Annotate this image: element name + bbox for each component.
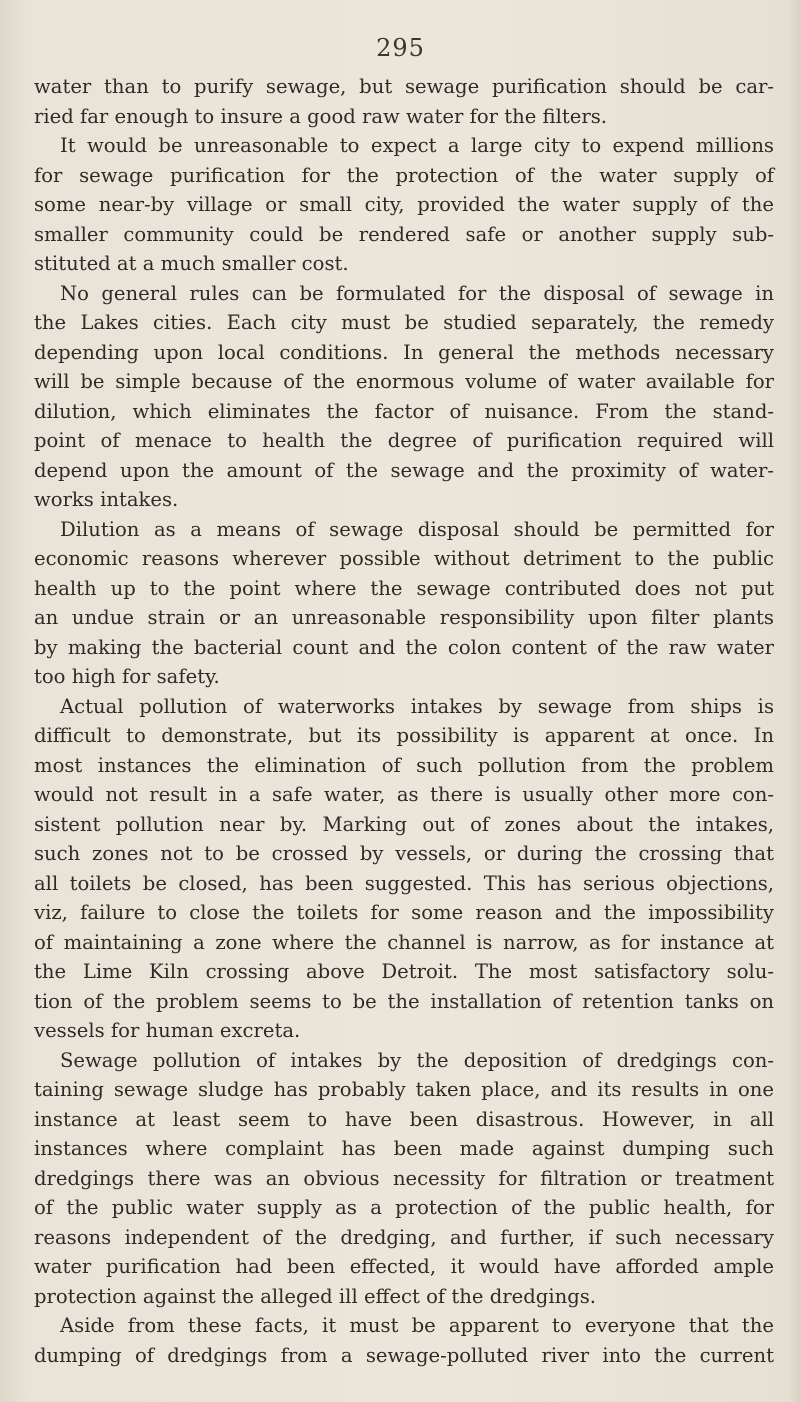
text-line: depend upon the amount of the sewage and the proximity of water- — [34, 458, 774, 482]
text-line: dilution, which eliminates the factor of nuisance. From the stand- — [34, 399, 774, 423]
text-line: for sewage purification for the protection of the water supply of — [34, 163, 774, 187]
text-line: of the public water supply as a protection of the public health, for — [34, 1196, 774, 1219]
text-line: health up to the point where the sewage contributed does not put — [34, 576, 774, 600]
text-line: vessels for human excreta. — [34, 1019, 301, 1042]
text-line: instances where complaint has been made against dumping such — [34, 1137, 774, 1160]
text-line: too high for safety. — [34, 665, 220, 688]
text-line: depending upon local conditions. In general the methods necessary — [34, 340, 774, 364]
text-line: No general rules can be formulated for the disposal of sewage in — [60, 281, 774, 305]
text-line: such zones not to be crossed by vessels, or during the crossing that — [34, 842, 774, 865]
text-line: point of menace to health the degree of purification required will — [34, 429, 774, 452]
text-line: difficult to demonstrate, but its possibility is apparent at once. In — [34, 724, 774, 747]
text-line: dumping of dredgings from a sewage-polluted river into the current — [34, 1343, 774, 1367]
text-line: of maintaining a zone where the channel is narrow, as for instance at — [34, 930, 774, 954]
text-line: viz, failure to close the toilets for some reason and the impossibility — [34, 901, 774, 924]
text-line: most instances the elimination of such pollution from the problem — [34, 753, 774, 777]
text-line: reasons independent of the dredging, and further, if such necessary — [34, 1225, 774, 1249]
text-line: water than to purify sewage, but sewage purification should be car- — [34, 75, 774, 98]
text-line: some near-by village or small city, provided the water supply of the — [34, 193, 774, 216]
body-text — [34, 72, 774, 1370]
page-number: 295 — [376, 34, 425, 62]
text-line: the Lime Kiln crossing above Detroit. The most satisfactory solu- — [34, 960, 774, 983]
text-line: the Lakes cities. Each city must be studied separately, the remedy — [34, 311, 774, 334]
text-line: will be simple because of the enormous volume of water available for — [34, 370, 774, 393]
text-line: Aside from these facts, it must be apparent to everyone that the — [60, 1314, 774, 1337]
text-line: all toilets be closed, has been suggested. This has serious objections, — [34, 871, 774, 895]
text-line: economic reasons wherever possible without detriment to the public — [34, 547, 774, 570]
text-line: by making the bacterial count and the colon content of the raw water — [34, 635, 774, 659]
text-line: works intakes. — [34, 488, 179, 511]
text-line: Actual pollution of waterworks intakes by sewage from ships is — [60, 694, 774, 718]
text-line: It would be unreasonable to expect a large city to expend millions — [60, 134, 774, 157]
text-line: instance at least seem to have been disastrous. However, in all — [34, 1107, 774, 1131]
text-line: stituted at a much smaller cost. — [34, 252, 349, 275]
text-line: taining sewage sludge has probably taken place, and its results in one — [34, 1078, 774, 1101]
text-line: sistent pollution near by. Marking out of zones about the intakes, — [34, 812, 774, 836]
text-line: smaller community could be rendered safe or another supply sub- — [34, 222, 774, 246]
text-line: an undue strain or an unreasonable responsibility upon filter plants — [34, 606, 774, 629]
text-line: dredgings there was an obvious necessity for filtration or treatment — [34, 1166, 774, 1190]
text-line: Sewage pollution of intakes by the deposition of dredgings con- — [60, 1048, 774, 1072]
text-line: ried far enough to insure a good raw water for the filters. — [34, 104, 607, 128]
text-line: would not result in a safe water, as there is usually other more con- — [34, 783, 774, 806]
page-edge-shadow — [787, 0, 801, 1402]
text-line: tion of the problem seems to be the installation of retention tanks on — [34, 989, 774, 1013]
text-line: protection against the alleged ill effect of the dredgings. — [34, 1284, 597, 1308]
text-line: water purification had been effected, it would have afforded ample — [34, 1255, 774, 1278]
text-line: Dilution as a means of sewage disposal should be permitted for — [60, 517, 774, 541]
